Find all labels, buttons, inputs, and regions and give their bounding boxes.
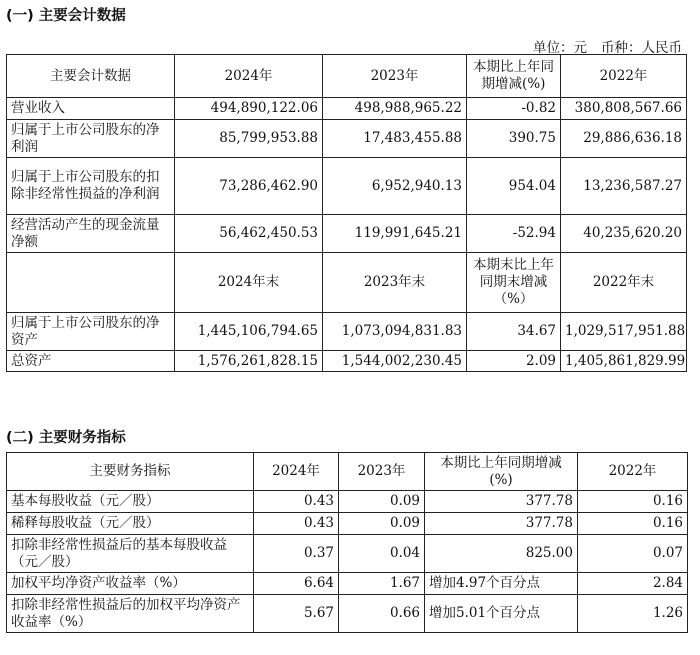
value-cell: 0.16 xyxy=(578,513,688,535)
section1-title: (一) 主要会计数据 xyxy=(6,8,126,24)
change-cell: 34.67 xyxy=(467,313,561,351)
value-cell: 40,235,620.20 xyxy=(561,215,687,253)
row-label: 稀释每股收益（元／股） xyxy=(7,513,254,535)
value-cell: 498,988,965.22 xyxy=(323,98,467,120)
table-row xyxy=(7,513,688,535)
unit-currency-note xyxy=(519,36,682,56)
table-row xyxy=(7,491,688,513)
change-cell: 390.75 xyxy=(467,120,561,158)
value-cell: 13,236,587.27 xyxy=(561,158,687,215)
row-label: 归属于上市公司股东的净资产 xyxy=(7,313,175,351)
change-cell: 377.78 xyxy=(425,491,578,513)
value-cell: 1,405,861,829.99 xyxy=(561,351,687,372)
table-header-row xyxy=(7,453,688,491)
value-cell: 1,544,002,230.45 xyxy=(323,351,467,372)
change-cell: 825.00 xyxy=(425,535,578,573)
header-cell: 2024年 xyxy=(175,55,323,98)
table-subheader-row xyxy=(7,253,687,313)
table-header-row xyxy=(7,55,687,98)
row-label: 归属于上市公司股东的扣除非经常性损益的净利润 xyxy=(7,158,175,215)
change-cell: -52.94 xyxy=(467,215,561,253)
value-cell: 73,286,462.90 xyxy=(175,158,323,215)
value-cell: 17,483,455.88 xyxy=(323,120,467,158)
table-row xyxy=(7,595,688,633)
table-row xyxy=(7,573,688,595)
value-cell: 1,576,261,828.15 xyxy=(175,351,323,372)
table-row xyxy=(7,351,687,372)
row-label: 营业收入 xyxy=(7,98,175,120)
value-cell: 0.16 xyxy=(578,491,688,513)
change-cell: -0.82 xyxy=(467,98,561,120)
value-cell: 2.84 xyxy=(578,573,688,595)
value-cell: 1.67 xyxy=(339,573,425,595)
header-cell: 2024年末 xyxy=(175,253,323,313)
value-cell: 0.43 xyxy=(254,491,339,513)
header-cell: 主要会计数据 xyxy=(7,55,175,98)
header-cell: 2022年 xyxy=(578,453,688,491)
accounting-data-table xyxy=(6,54,687,372)
value-cell: 0.66 xyxy=(339,595,425,633)
change-cell: 2.09 xyxy=(467,351,561,372)
header-cell: 本期末比上年同期末增减（%） xyxy=(467,253,561,313)
header-cell: 2024年 xyxy=(254,453,339,491)
value-cell: 0.04 xyxy=(339,535,425,573)
value-cell: 6.64 xyxy=(254,573,339,595)
value-cell: 85,799,953.88 xyxy=(175,120,323,158)
value-cell: 0.09 xyxy=(339,513,425,535)
row-label: 加权平均净资产收益率（%） xyxy=(7,573,254,595)
row-label: 经营活动产生的现金流量净额 xyxy=(7,215,175,253)
row-label: 总资产 xyxy=(7,351,175,372)
table-row xyxy=(7,98,687,120)
change-cell: 增加4.97个百分点 xyxy=(425,573,578,595)
value-cell: 0.37 xyxy=(254,535,339,573)
table-row xyxy=(7,158,687,215)
change-cell: 377.78 xyxy=(425,513,578,535)
table-row xyxy=(7,215,687,253)
row-label: 基本每股收益（元／股） xyxy=(7,491,254,513)
section2-title: (二) 主要财务指标 xyxy=(6,430,126,446)
value-cell: 494,890,122.06 xyxy=(175,98,323,120)
value-cell: 29,886,636.18 xyxy=(561,120,687,158)
change-cell: 954.04 xyxy=(467,158,561,215)
header-cell: 主要财务指标 xyxy=(7,453,254,491)
row-label: 扣除非经常性损益后的基本每股收益（元／股） xyxy=(7,535,254,573)
value-cell: 119,991,645.21 xyxy=(323,215,467,253)
unit-label: 单位：元 xyxy=(533,40,587,56)
value-cell: 1,445,106,794.65 xyxy=(175,313,323,351)
value-cell: 380,808,567.66 xyxy=(561,98,687,120)
value-cell: 0.09 xyxy=(339,491,425,513)
header-cell xyxy=(7,253,175,313)
header-cell: 本期比上年同期增减(%) xyxy=(467,55,561,98)
header-cell: 2023年末 xyxy=(323,253,467,313)
value-cell: 0.43 xyxy=(254,513,339,535)
header-cell: 2022年 xyxy=(561,55,687,98)
header-cell: 本期比上年同期增减(%) xyxy=(425,453,578,491)
value-cell: 1,029,517,951.88 xyxy=(561,313,687,351)
change-cell: 增加5.01个百分点 xyxy=(425,595,578,633)
value-cell: 1,073,094,831.83 xyxy=(323,313,467,351)
value-cell: 1.26 xyxy=(578,595,688,633)
header-cell: 2022年末 xyxy=(561,253,687,313)
financial-indicators-table xyxy=(6,452,688,633)
table-row xyxy=(7,313,687,351)
row-label: 归属于上市公司股东的净利润 xyxy=(7,120,175,158)
header-cell: 2023年 xyxy=(339,453,425,491)
table-row xyxy=(7,120,687,158)
value-cell: 5.67 xyxy=(254,595,339,633)
header-cell: 2023年 xyxy=(323,55,467,98)
value-cell: 0.07 xyxy=(578,535,688,573)
row-label: 扣除非经常性损益后的加权平均净资产收益率（%） xyxy=(7,595,254,633)
value-cell: 6,952,940.13 xyxy=(323,158,467,215)
table-row xyxy=(7,535,688,573)
currency-label: 币种：人民币 xyxy=(601,40,682,56)
value-cell: 56,462,450.53 xyxy=(175,215,323,253)
